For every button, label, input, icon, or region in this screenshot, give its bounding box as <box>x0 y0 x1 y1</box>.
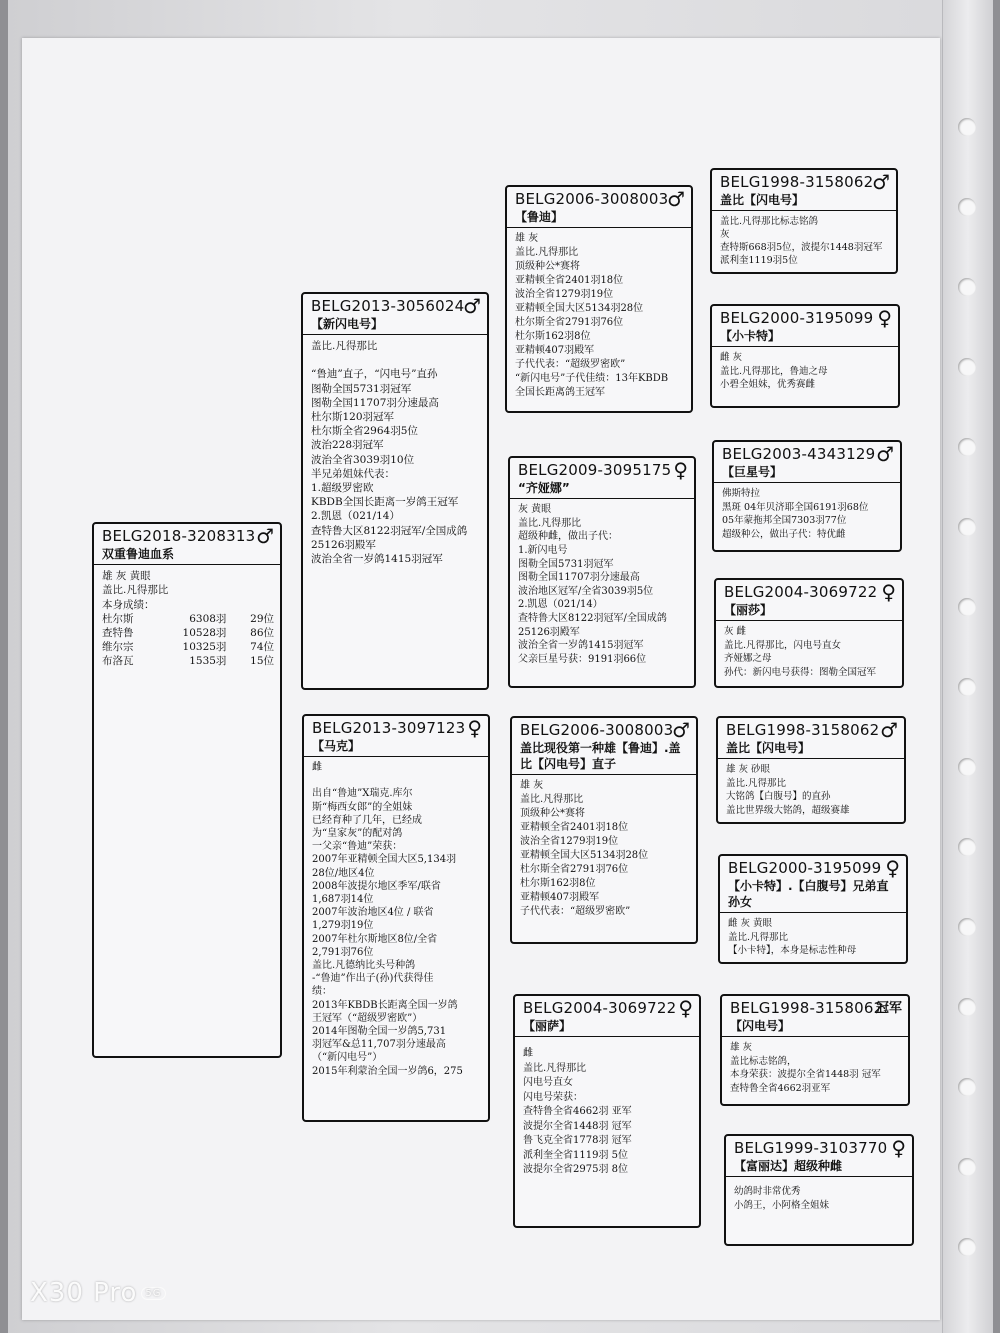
text-line: 灰 雌 <box>724 626 747 638</box>
text-line: 鲁飞克全省1778羽 冠军 <box>523 1135 632 1147</box>
text-line: 查特鲁大区8122羽冠军/全国成鸽 <box>311 524 468 537</box>
text-line: 盖比.凡得那比 <box>520 794 584 806</box>
card-header <box>304 716 488 757</box>
card-body <box>94 565 280 670</box>
text-line: 2,791羽76位 <box>312 946 374 958</box>
binder-hole <box>958 118 976 136</box>
text-line: 绩： <box>312 986 332 998</box>
text-line: 盖比世界级大铭鸽，超级赛雄 <box>726 804 850 816</box>
text-line: 超级种雌，做出子代： <box>518 531 618 543</box>
network-badge: 5G <box>141 1287 165 1300</box>
pigeon-card-subject <box>92 522 282 1058</box>
text-line: 本身成绩： <box>102 598 155 611</box>
ring-number: BELG2013-3097123 <box>312 719 466 737</box>
text-line: 雌 灰 黄眼 <box>728 918 773 930</box>
bird-count: 10528羽 <box>182 627 227 639</box>
pigeon-name: 【新闪电号】 <box>311 317 384 331</box>
camera-watermark <box>30 1278 166 1308</box>
binder-hole <box>958 758 976 776</box>
card-body <box>716 621 902 681</box>
female-icon: ♀ <box>891 1136 906 1160</box>
binder-hole <box>958 438 976 456</box>
text-line: 杜尔斯162羽8位 <box>520 878 596 890</box>
text-line: 盖比.凡得那比 <box>311 340 378 353</box>
text-line: 1.新闪电号 <box>518 544 568 556</box>
results-table <box>102 612 274 669</box>
text-line: 本身荣获：波提尔全省1448羽 冠军 <box>730 1069 881 1081</box>
text-line: “鲁迪”直子，“闪电号”直孙 <box>311 368 438 381</box>
binder-hole <box>958 918 976 936</box>
pigeon-card-dam <box>302 714 490 1122</box>
text-line: 盖比标志铭鸽， <box>730 1055 797 1067</box>
male-icon: ♂ <box>463 294 481 318</box>
pigeon-card-ggp-1 <box>710 168 898 274</box>
pigeon-card-sire-dam <box>508 456 696 688</box>
text-line: 王冠军（“超级罗密欧”） <box>312 1012 423 1024</box>
card-body <box>720 913 906 960</box>
device-name: X30 Pro <box>30 1278 138 1308</box>
text-line: 查特鲁全省4662羽亚军 <box>730 1082 831 1094</box>
card-header <box>720 856 906 913</box>
text-line: 杜尔斯120羽冠军 <box>311 411 395 423</box>
text-line: 已经育种了几年，已经成 <box>312 814 422 826</box>
bird-count: 10325羽 <box>182 641 227 654</box>
female-icon: ♀ <box>678 996 693 1020</box>
card-header <box>512 718 696 775</box>
text-line: 幼鸽时非常优秀 <box>734 1186 801 1198</box>
card-header <box>712 170 896 211</box>
race-name: 布洛瓦 <box>102 655 134 668</box>
ring-number: BELG2003-4343129 <box>722 445 876 463</box>
ring-number: BELG2004-3069722 <box>523 999 677 1017</box>
text-line: 波治全省1279羽19位 <box>520 836 619 848</box>
text-line: 羽冠军&总11,707羽分速最高 <box>312 1039 446 1051</box>
text-line: -“鲁迪”作出子(孙)代获得佳 <box>312 973 434 985</box>
text-line: 一父亲“鲁迪”荣获： <box>312 841 403 853</box>
text-line: 盖比.凡得那比 <box>523 1062 587 1074</box>
text-line: 佛斯特拉 <box>722 488 761 500</box>
card-body <box>714 483 900 543</box>
card-body <box>515 1037 699 1180</box>
text-line: 查特鲁大区8122羽冠军/全国成鸽 <box>518 612 667 624</box>
text-line: 雄 灰 <box>730 1042 753 1054</box>
text-line: “新闪电号”子代佳绩：13年KBDB <box>515 373 669 385</box>
binder-hole <box>958 1078 976 1096</box>
female-icon: ♀ <box>467 716 482 740</box>
text-line: KBDB全国长距离一岁鸽王冠军 <box>311 496 459 509</box>
text-line: 亚精顿全省2401羽18位 <box>520 822 629 834</box>
female-icon: ♀ <box>673 458 688 482</box>
text-line: 闪电号荣获： <box>523 1091 583 1103</box>
text-line: 雄 灰 黄眼 <box>102 570 151 583</box>
text-line: 雄 灰 <box>515 233 539 245</box>
pigeon-name: 盖比现役第一种雄【鲁迪】.盖比【闪电号】直子 <box>520 741 681 772</box>
card-header <box>94 524 280 565</box>
card-header <box>510 458 694 499</box>
text-line: 亚精顿407羽殿军 <box>520 892 600 904</box>
race-name: 查特鲁 <box>102 627 134 639</box>
text-line: 盖比.凡得那比，闪电号直女 <box>724 639 842 651</box>
pigeon-name: 【丽萨】 <box>523 1019 572 1033</box>
pigeon-name: 盖比【闪电号】 <box>720 193 805 207</box>
pigeon-card-ggp-5 <box>716 716 906 824</box>
male-icon: ♂ <box>667 187 685 211</box>
pigeon-name: 【小卡特】.【白腹号】兄弟直孙女 <box>728 879 889 910</box>
text-line: 小碧全姐妹，优秀赛雌 <box>720 379 816 391</box>
text-line: 派利奎1119羽5位 <box>720 255 798 267</box>
card-body <box>718 759 904 819</box>
ring-number: BELG1998-3158062 <box>730 999 884 1017</box>
pigeon-card-ggp-8 <box>724 1134 914 1246</box>
card-body <box>304 757 488 1080</box>
card-body <box>722 1037 908 1097</box>
text-line: 亚精顿407羽殿军 <box>515 345 595 357</box>
binder-hole <box>958 278 976 296</box>
text-line: 子代代表：“超级罗密欧” <box>520 906 631 918</box>
text-line: 亚精顿全国大区5134羽28位 <box>515 303 644 315</box>
pigeon-card-sire <box>301 292 489 690</box>
text-line: 盖比.凡得那比 <box>102 584 169 597</box>
text-line: 波治全省1279羽19位 <box>515 289 614 301</box>
text-line: 杜尔斯全省2791羽76位 <box>515 317 624 329</box>
card-header <box>716 580 902 621</box>
text-line: 2008年波提尔地区季军/联省 <box>312 880 441 892</box>
card-body <box>303 335 487 568</box>
placing: 86位 <box>250 627 275 639</box>
text-line: 28位/地区4位 <box>312 867 375 879</box>
ring-number: BELG1998-3158062 <box>726 721 880 739</box>
text-line: 1,279羽19位 <box>312 920 374 932</box>
pigeon-card-dam-sire <box>510 716 698 944</box>
text-line: 图勒全国5731羽冠军 <box>311 382 412 395</box>
ring-number: BELG2000-3195099 <box>720 309 874 327</box>
text-line: 2007年杜尔斯地区8位/全省 <box>312 933 438 945</box>
male-icon: ♂ <box>872 170 890 194</box>
placing: 29位 <box>250 612 275 625</box>
result-row <box>102 654 274 668</box>
text-line: 杜尔斯全省2964羽5位 <box>311 425 418 438</box>
binder-hole <box>958 1158 976 1176</box>
text-line: 闪电号直女 <box>523 1077 573 1089</box>
pigeon-name: 【丽莎】 <box>724 603 773 617</box>
card-header <box>515 996 699 1037</box>
ring-number: BELG2018-3208313 <box>102 527 256 545</box>
binder-hole <box>958 1238 976 1256</box>
text-line: 查特斯668羽5位，波提尔1448羽冠军 <box>720 242 883 254</box>
pigeon-card-dam-dam <box>513 994 701 1228</box>
text-line: 雌 <box>523 1048 533 1060</box>
text-line: 出自“鲁迪”X瑞克.库尔 <box>312 788 413 800</box>
text-line: 灰 <box>720 229 730 241</box>
text-line: 斯“梅西女郎”的全姐妹 <box>312 801 413 813</box>
pigeon-name: “齐娅娜” <box>518 481 570 495</box>
text-line: 子代代表：“超级罗密欧” <box>515 359 626 371</box>
text-line: 齐娅娜之母 <box>724 653 772 665</box>
pigeon-name: 【小卡特】 <box>720 329 781 343</box>
text-line: 波治全省一岁鸽1415羽冠军 <box>311 553 443 566</box>
binder-hole <box>958 838 976 856</box>
pigeon-name: 【巨星号】 <box>722 465 783 479</box>
text-line: 超级种公，做出子代：特优雌 <box>722 528 846 540</box>
text-line: 盖比.凡得那比 <box>728 931 789 943</box>
text-line: 灰 黄眼 <box>518 504 552 516</box>
text-line: 1,687羽14位 <box>312 894 374 906</box>
race-name: 杜尔斯 <box>102 612 134 625</box>
text-line: 为“皇家灰”的配对鸽 <box>312 828 403 839</box>
card-body <box>507 228 691 402</box>
placing: 74位 <box>250 641 275 654</box>
text-line: 盖比.凡得那比 <box>726 777 787 789</box>
text-line: 【小卡特】，本身是标志性种母 <box>728 945 857 957</box>
pigeon-card-sire-sire <box>505 185 693 413</box>
text-line: 半兄弟姐妹代表： <box>311 467 395 480</box>
male-icon: ♂ <box>876 442 894 466</box>
card-body <box>712 211 896 269</box>
binder-hole <box>958 598 976 616</box>
text-line: 盖比.凡得那比标志铭鸽 <box>720 216 819 228</box>
text-line: 25126羽殿军 <box>311 538 376 551</box>
text-line: 波治228羽冠军 <box>311 439 384 452</box>
text-line: （“新闪电号”） <box>312 1052 383 1064</box>
text-line: 图勒全国11707羽分速最高 <box>518 572 640 584</box>
result-row <box>102 612 274 626</box>
text-line: 图勒全国5731羽冠军 <box>518 558 614 570</box>
female-icon: ♀ <box>877 306 892 330</box>
ring-number: BELG2000-3195099 <box>728 859 882 877</box>
pigeon-card-ggp-7 <box>720 994 910 1106</box>
card-header <box>718 718 904 759</box>
ring-number: BELG2013-3056024 <box>311 297 465 315</box>
male-icon: ♂ <box>880 718 898 742</box>
text-line: 2.凯恩（021/14） <box>518 599 603 611</box>
text-line: 孙代：新闪电号获得：图勒全国冠军 <box>724 666 877 678</box>
card-body <box>712 347 898 394</box>
text-line: 2014年图勒全国一岁鸽5,731 <box>312 1026 447 1038</box>
card-header <box>722 996 908 1037</box>
text-line <box>312 774 482 787</box>
pigeon-card-ggp-4 <box>714 578 904 688</box>
card-body <box>512 775 696 921</box>
card-header <box>712 306 898 347</box>
pigeon-name: 【鲁迪】 <box>515 210 564 224</box>
ring-number: BELG2006-3008003 <box>515 190 669 208</box>
text-line: 黑斑 04年贝济耶全国6191羽68位 <box>722 501 869 513</box>
text-line: 2015年利蒙治全国一岁鸽6，275 <box>312 1065 463 1077</box>
race-name: 维尔宗 <box>102 641 134 654</box>
ring-number: BELG1998-3158062 <box>720 173 874 191</box>
bird-count: 6308羽 <box>189 612 227 625</box>
pigeon-name: 双重鲁迪血系 <box>102 547 175 561</box>
text-line <box>311 353 481 367</box>
binder-hole <box>958 518 976 536</box>
binder-hole <box>958 198 976 216</box>
text-line: 波治全省一岁鸽1415羽冠军 <box>518 640 644 652</box>
pigeon-card-ggp-6 <box>718 854 908 964</box>
pigeon-name: 【闪电号】 <box>730 1019 791 1033</box>
text-line: 波提尔全省2975羽 8位 <box>523 1164 628 1176</box>
female-icon: ♀ <box>881 580 896 604</box>
pigeon-name: 【富丽达】超级种雌 <box>734 1159 843 1173</box>
text-line: 顶级种公*赛将 <box>520 808 585 820</box>
ring-number: BELG1999-3103770 <box>734 1139 888 1157</box>
text-line: 盖比.凡德纳比头号种鸽 <box>312 960 416 972</box>
text-line: 2.凯恩（021/14） <box>311 510 400 523</box>
text-line: 大铭鸽【白腹号】的直孙 <box>726 791 831 803</box>
card-header <box>507 187 691 228</box>
card-header <box>726 1136 912 1177</box>
text-line: 图勒全国11707羽分速最高 <box>311 396 439 409</box>
female-icon: ♀ <box>885 856 900 880</box>
binder-hole <box>958 678 976 696</box>
placing: 15位 <box>250 655 275 668</box>
ring-number: BELG2004-3069722 <box>724 583 878 601</box>
text-line: 2013年KBDB长距离全国一岁鸽 <box>312 999 458 1011</box>
pigeon-card-ggp-3 <box>712 440 902 552</box>
male-icon: ♂ <box>256 524 274 548</box>
text-line: 波治全省3039羽10位 <box>311 453 415 466</box>
pigeon-name: 【马克】 <box>312 739 361 753</box>
text-line: 雄 灰 砂眼 <box>726 764 771 776</box>
card-header <box>714 442 900 483</box>
text-line: 亚精顿全省2401羽18位 <box>515 275 624 287</box>
text-line: 杜尔斯162羽8位 <box>515 331 591 343</box>
text-line: 25126羽殿军 <box>518 626 580 638</box>
text-line: 波治地区冠军/全省3039羽5位 <box>518 585 654 597</box>
male-icon: ♂ <box>672 718 690 742</box>
text-line: 盖比.凡得那比 <box>515 247 579 259</box>
binder-hole <box>958 998 976 1016</box>
text-line: 雌 <box>312 762 322 774</box>
pigeon-card-ggp-2 <box>710 304 900 408</box>
ring-number: BELG2009-3095175 <box>518 461 672 479</box>
text-line: 派利奎全省1119羽 5位 <box>523 1149 628 1161</box>
text-line: 盖比.凡得那比，鲁迪之母 <box>720 365 828 377</box>
text-line: 全国长距离鸽王冠军 <box>515 387 605 399</box>
text-line: 盖比.凡得那比 <box>518 517 582 529</box>
text-line: 波提尔全省1448羽 冠军 <box>523 1120 632 1132</box>
text-line: 顶级种公*赛将 <box>515 261 580 273</box>
text-line: 亚精顿全国大区5134羽28位 <box>520 850 649 862</box>
text-line: 雄 灰 <box>520 780 544 792</box>
text-line: 05年蒙拖邦全国7303羽77位 <box>722 515 847 527</box>
result-row <box>102 626 274 640</box>
card-header <box>303 294 487 335</box>
text-line: 2007年波治地区4位 / 联省 <box>312 907 434 919</box>
text-line: 2007年亚精顿全国大区5,134羽 <box>312 854 457 866</box>
text-line: 雌 灰 <box>720 352 743 364</box>
card-body <box>726 1177 912 1214</box>
text-line: 查特鲁全省4662羽 亚军 <box>523 1106 632 1118</box>
champion-label: 冠军 <box>875 1001 902 1016</box>
pigeon-name: 盖比【闪电号】 <box>726 741 811 755</box>
text-line: 小鸽王，小阿格全姐妹 <box>734 1199 830 1211</box>
ring-number: BELG2006-3008003 <box>520 721 674 739</box>
binder-hole <box>958 358 976 376</box>
text-line: 父亲巨星号获：9191羽66位 <box>518 653 647 665</box>
text-line: 杜尔斯全省2791羽76位 <box>520 864 629 876</box>
bird-count: 1535羽 <box>189 655 227 668</box>
card-body <box>510 499 694 668</box>
result-row <box>102 640 274 654</box>
text-line: 1.超级罗密欧 <box>311 482 374 495</box>
